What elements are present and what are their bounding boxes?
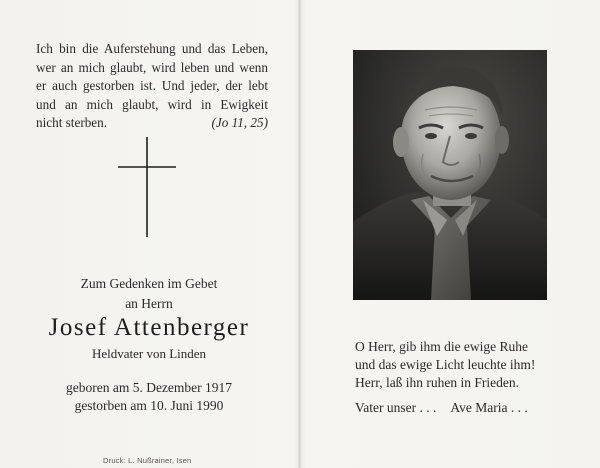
printer-credit: Druck: L. Nußrainer, Isen — [103, 456, 192, 465]
right-panel — [301, 0, 600, 468]
closing-ave-maria: Ave Maria . . . — [450, 400, 528, 415]
verse-reference: (Jo 11, 25) — [211, 115, 268, 130]
closing-vater-unser: Vater unser . . . — [355, 400, 437, 415]
verse-last-line — [36, 114, 268, 133]
left-panel — [0, 0, 298, 468]
verse-ending: nicht sterben. — [36, 115, 108, 130]
closing-prayers — [355, 400, 555, 416]
prayer-line: O Herr, gib ihm die ewige Ruhe — [355, 339, 529, 354]
verse-line: und an mich glaubt, wird in Ewigkeit — [36, 96, 268, 112]
verse-line: wer an mich glaubt, wird leben und wenn — [36, 59, 268, 75]
death-date: gestorben am 10. Juni 1990 — [74, 398, 224, 413]
portrait-illustration — [353, 50, 547, 300]
deceased-title: Heldvater von Linden — [91, 346, 207, 361]
deceased-name: Josef Attenberger — [48, 314, 250, 341]
prayer-line: Herr, laß ihn ruhen in Frieden. — [355, 375, 520, 390]
cross-icon — [112, 137, 182, 237]
portrait-photo — [353, 50, 547, 300]
verse-line: er auch gestorben ist. Und jeder, der lebt — [36, 78, 268, 93]
birth-date: geboren am 5. Dezember 1917 — [65, 380, 233, 395]
prayer-line: und das ewige Licht leuchte ihm! — [355, 357, 536, 372]
memorial-salutation: an Herrn — [125, 296, 173, 311]
verse-line: Ich bin die Auferstehung und das Leben, — [36, 41, 268, 56]
memorial-intro: Zum Gedenken im Gebet — [80, 276, 218, 291]
bible-verse — [36, 40, 268, 133]
prayer-text — [355, 338, 555, 392]
